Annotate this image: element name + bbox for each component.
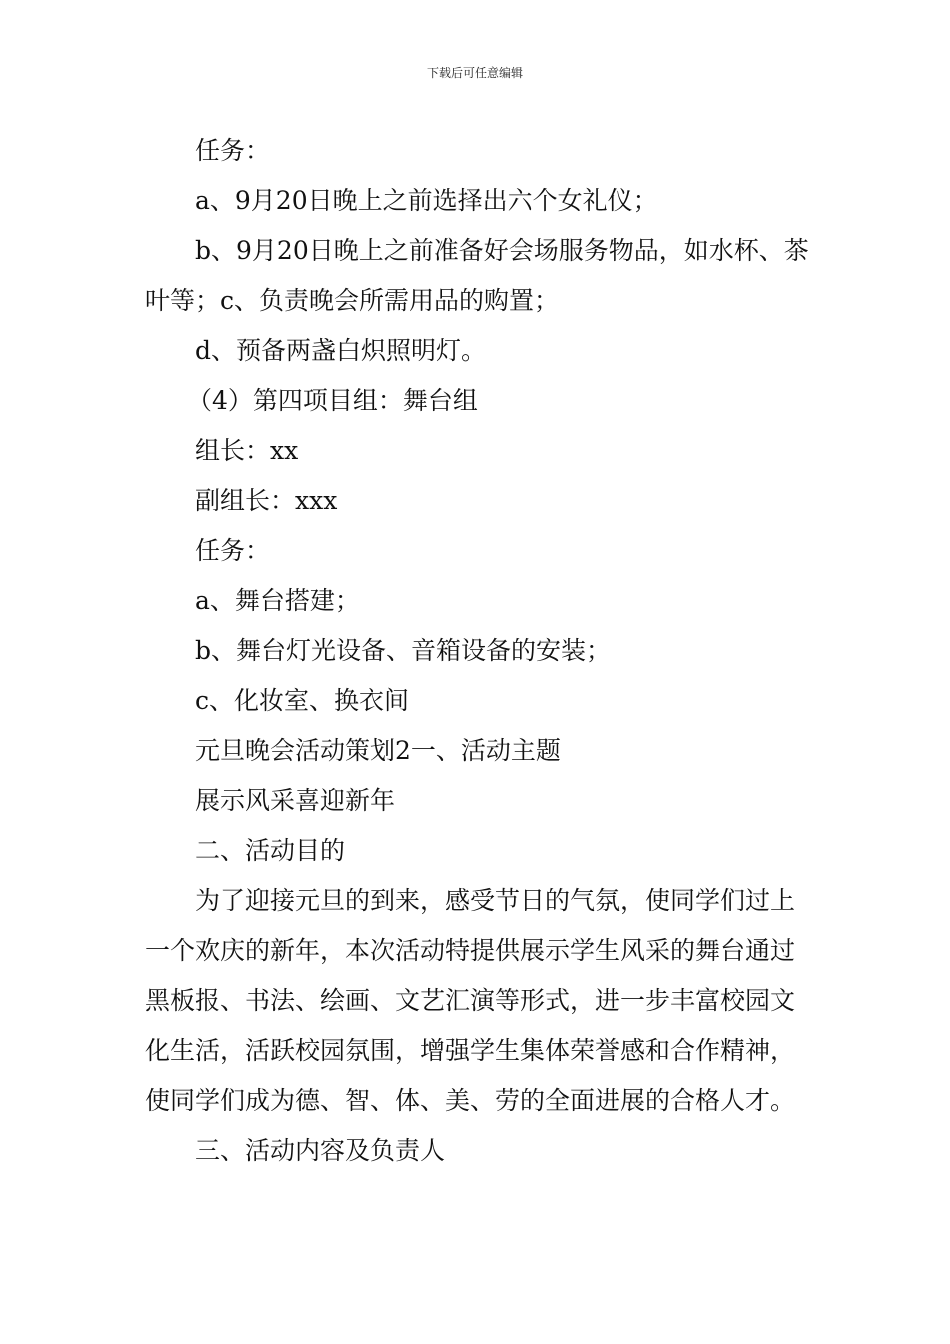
paragraph-plan-2-theme: 元旦晚会活动策划2一、活动主题: [195, 736, 561, 765]
document-body: [145, 126, 809, 1176]
paragraph-task-b-c-1: b、9月20日晚上之前准备好会场服务物品，如水杯、茶叶等；c、负责晚会所需用品的购置；: [145, 236, 809, 315]
paragraph-task-b-2: b、舞台灯光设备、音箱设备的安装；: [195, 636, 612, 665]
paragraph-purpose-heading: 二、活动目的: [195, 836, 346, 865]
paragraph-theme-text: 展示风采喜迎新年: [195, 786, 396, 815]
paragraph-task-a-2: a、舞台搭建；: [195, 586, 360, 615]
paragraph-purpose-body: 为了迎接元旦的到来，感受节日的气氛，使同学们过上一个欢庆的新年，本次活动特提供展示学生风采的舞台通过黑板报、书法、绘画、文艺汇演等形式，进一步丰富校园文化生活，活跃校园氛围，增强学生集体荣誉感和合作精神，使同学们成为德、智、体、美、劳的全面进展的合格人才。: [145, 886, 796, 1115]
paragraph-deputy-group-leader: 副组长：xxx: [195, 486, 338, 515]
paragraph-stage-group-heading: （4）第四项目组：舞台组: [187, 386, 478, 415]
paragraph-task-label-1: 任务：: [195, 136, 271, 165]
paragraph-task-label-2: 任务：: [195, 536, 271, 565]
paragraph-content-heading: 三、活动内容及负责人: [195, 1136, 446, 1165]
paragraph-group-leader: 组长：xx: [195, 436, 299, 465]
paragraph-task-c-2: c、化妆室、换衣间: [195, 686, 410, 715]
paragraph-task-d-1: d、预备两盏白炽照明灯。: [195, 336, 487, 365]
page-header: 下载后可任意编辑: [426, 66, 523, 80]
paragraph-task-a-1: a、9月20日晚上之前选择出六个女礼仪；: [195, 186, 658, 215]
